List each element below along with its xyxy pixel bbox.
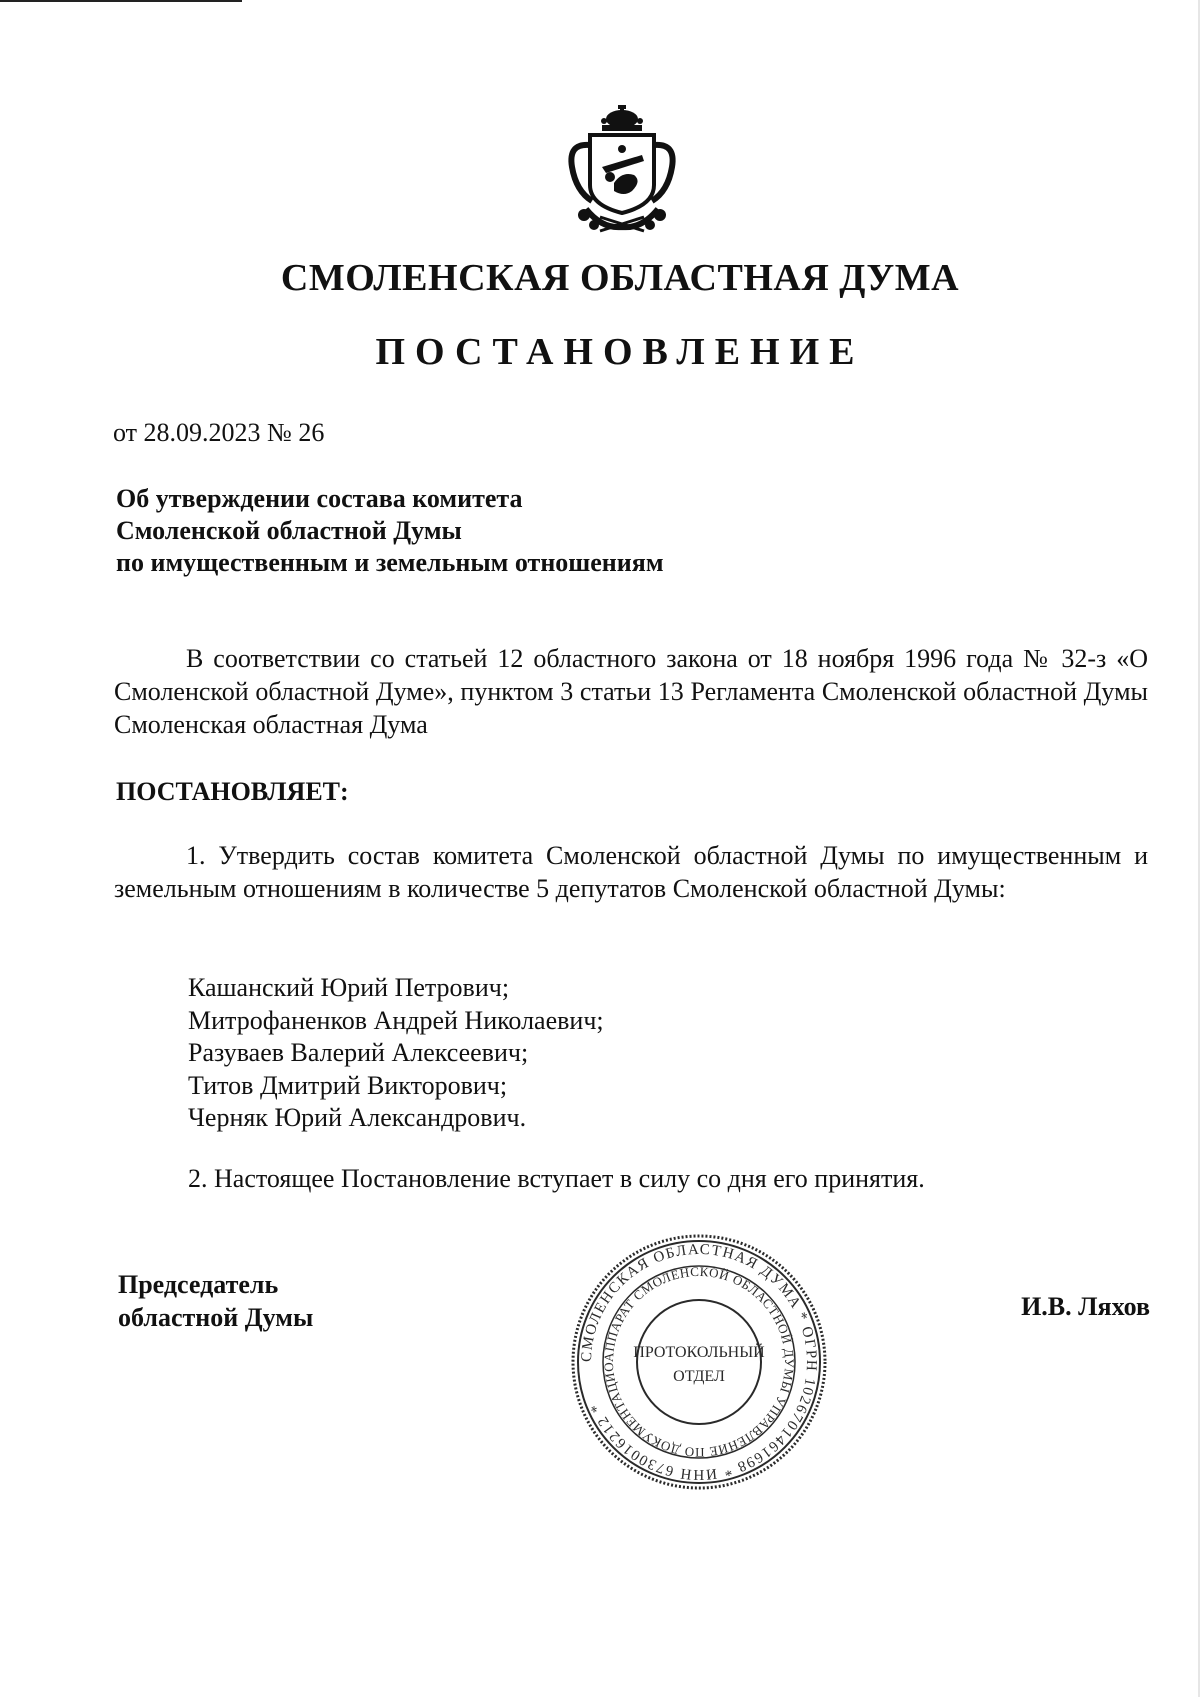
signatory-title-line: Председатель [118,1270,279,1299]
member-item: Митрофаненков Андрей Николаевич; [188,1005,604,1035]
seal-center-line: ПРОТОКОЛЬНЫЙ [633,1344,765,1361]
signatory-title [118,1268,313,1334]
subject-line: Смоленской областной Думы [116,516,462,545]
member-item: Кашанский Юрий Петрович; [188,973,510,1002]
seal-inner-text: АППАРАТ СМОЛЕНСКОЙ ОБЛАСТНОЙ ДУМЫ УПРАВЛЕНИЕ ПО ДОКУМЕНТАЦИО [600,1263,798,1461]
signatory-name: И.В. Ляхов [1021,1292,1150,1321]
document-type-title: ПОСТАНОВЛЕНИЕ [375,331,865,373]
item-1-paragraph: 1. Утвердить состав комитета Смоленской областной Думы по имущественным и земельным отношениям в количестве 5 депутатов Смоленской областной Думы: [114,841,1148,903]
organization-title: СМОЛЕНСКАЯ ОБЛАСТНАЯ ДУМА [280,257,960,299]
document-subject [116,483,664,579]
coat-of-arms-icon [562,105,682,238]
preamble-paragraph: В соответствии со статьей 12 областного закона от 18 ноября 1996 года № 32-з «О Смоленской областной Думе», пунктом 3 статьи 13 Регламента Смоленской областной Думы Смоленская областная Дума [114,644,1148,739]
document-date-number: от 28.09.2023 № 26 [113,418,325,447]
seal-graphic [568,1231,830,1493]
member-item: Черняк Юрий Александрович. [188,1103,527,1132]
subject-line: по имущественным и земельным отношениям [116,548,664,577]
scan-artifact-line [0,0,242,2]
seal-outer-text: СМОЛЕНСКАЯ ОБЛАСТНАЯ ДУМА * ОГРН 1026701461698 * ИНН 6730016212 * [578,1241,820,1483]
round-seal-stamp [568,1231,830,1493]
subject-line: Об утверждении состава комитета [116,484,523,513]
resolves-heading: ПОСТАНОВЛЯЕТ: [116,777,349,806]
member-item: Разуваев Валерий Алексеевич; [188,1038,529,1067]
item-2-paragraph: 2. Настоящее Постановление вступает в силу со дня его принятия. [188,1164,925,1193]
seal-center-line: ОТДЕЛ [673,1368,725,1385]
member-item: Титов Дмитрий Викторович; [188,1070,508,1100]
signatory-title-line: областной Думы [118,1303,314,1332]
committee-members-list [188,972,604,1135]
